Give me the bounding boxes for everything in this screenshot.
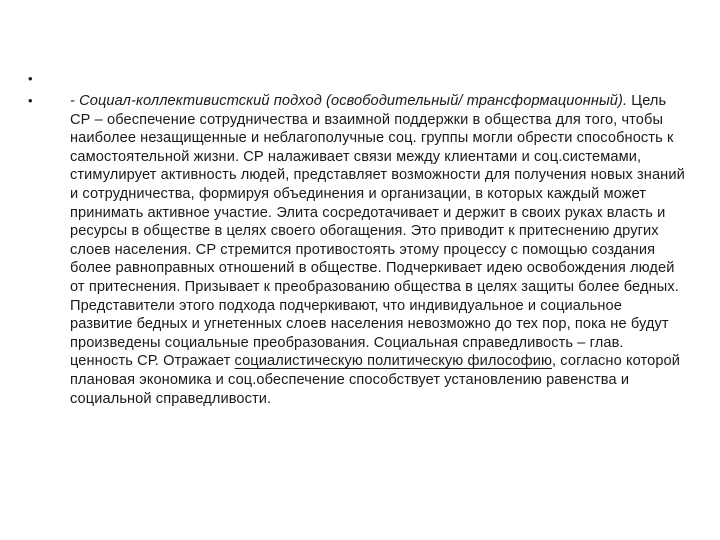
- paragraph-body: Цель СР – обеспечение сотрудничества и взаимной поддержки в общества для того, чтобы наиболее незащищенные и неблагополучные соц. группы могли обрести способность к самостоятельной жизни. СР налаживает связи между клиентами и соц.системами, стимулирует активность людей, представляет возможности для получения новых знаний и сотрудничества, формируя объединения и организации, в которых каждый может принимать активное участие. Элита сосредотачивает и держит в своих руках власть и ресурсы в обществе в целях своего обогащения. Это приводит к притеснению других слоев населения. СР стремится противостоять этому процессу с помощью создания более равноправных отношений в обществе. Подчеркивает идею освобождения людей от притеснения. Призывает к преобразованию общества в целях защиты более бедных. Представители этого подхода подчеркивают, что индивидуальное и социальное развитие бедных и угнетенных слоев населения невозможно до тех пор, пока не будут произведены социальные преобразования. Социальная справедливость – глав. ценность СР. Отражает: [70, 93, 685, 370]
- bullet-item-empty: [28, 70, 688, 92]
- underlined-phrase: социалистическую политическую философию: [234, 353, 552, 370]
- bullet-marker: •: [28, 93, 33, 108]
- bullet-item-social-collectivist-approach: [28, 92, 688, 408]
- paragraph-ending: , согласно которой плановая экономика и соц.обеспечение способствует установлению равенства и социальной справедливости.: [70, 353, 681, 407]
- approach-title: - Социал-коллективистский подход (освободительный/ трансформационный).: [70, 93, 628, 109]
- bullet-marker: •: [28, 71, 33, 86]
- bullet-list: [28, 70, 688, 408]
